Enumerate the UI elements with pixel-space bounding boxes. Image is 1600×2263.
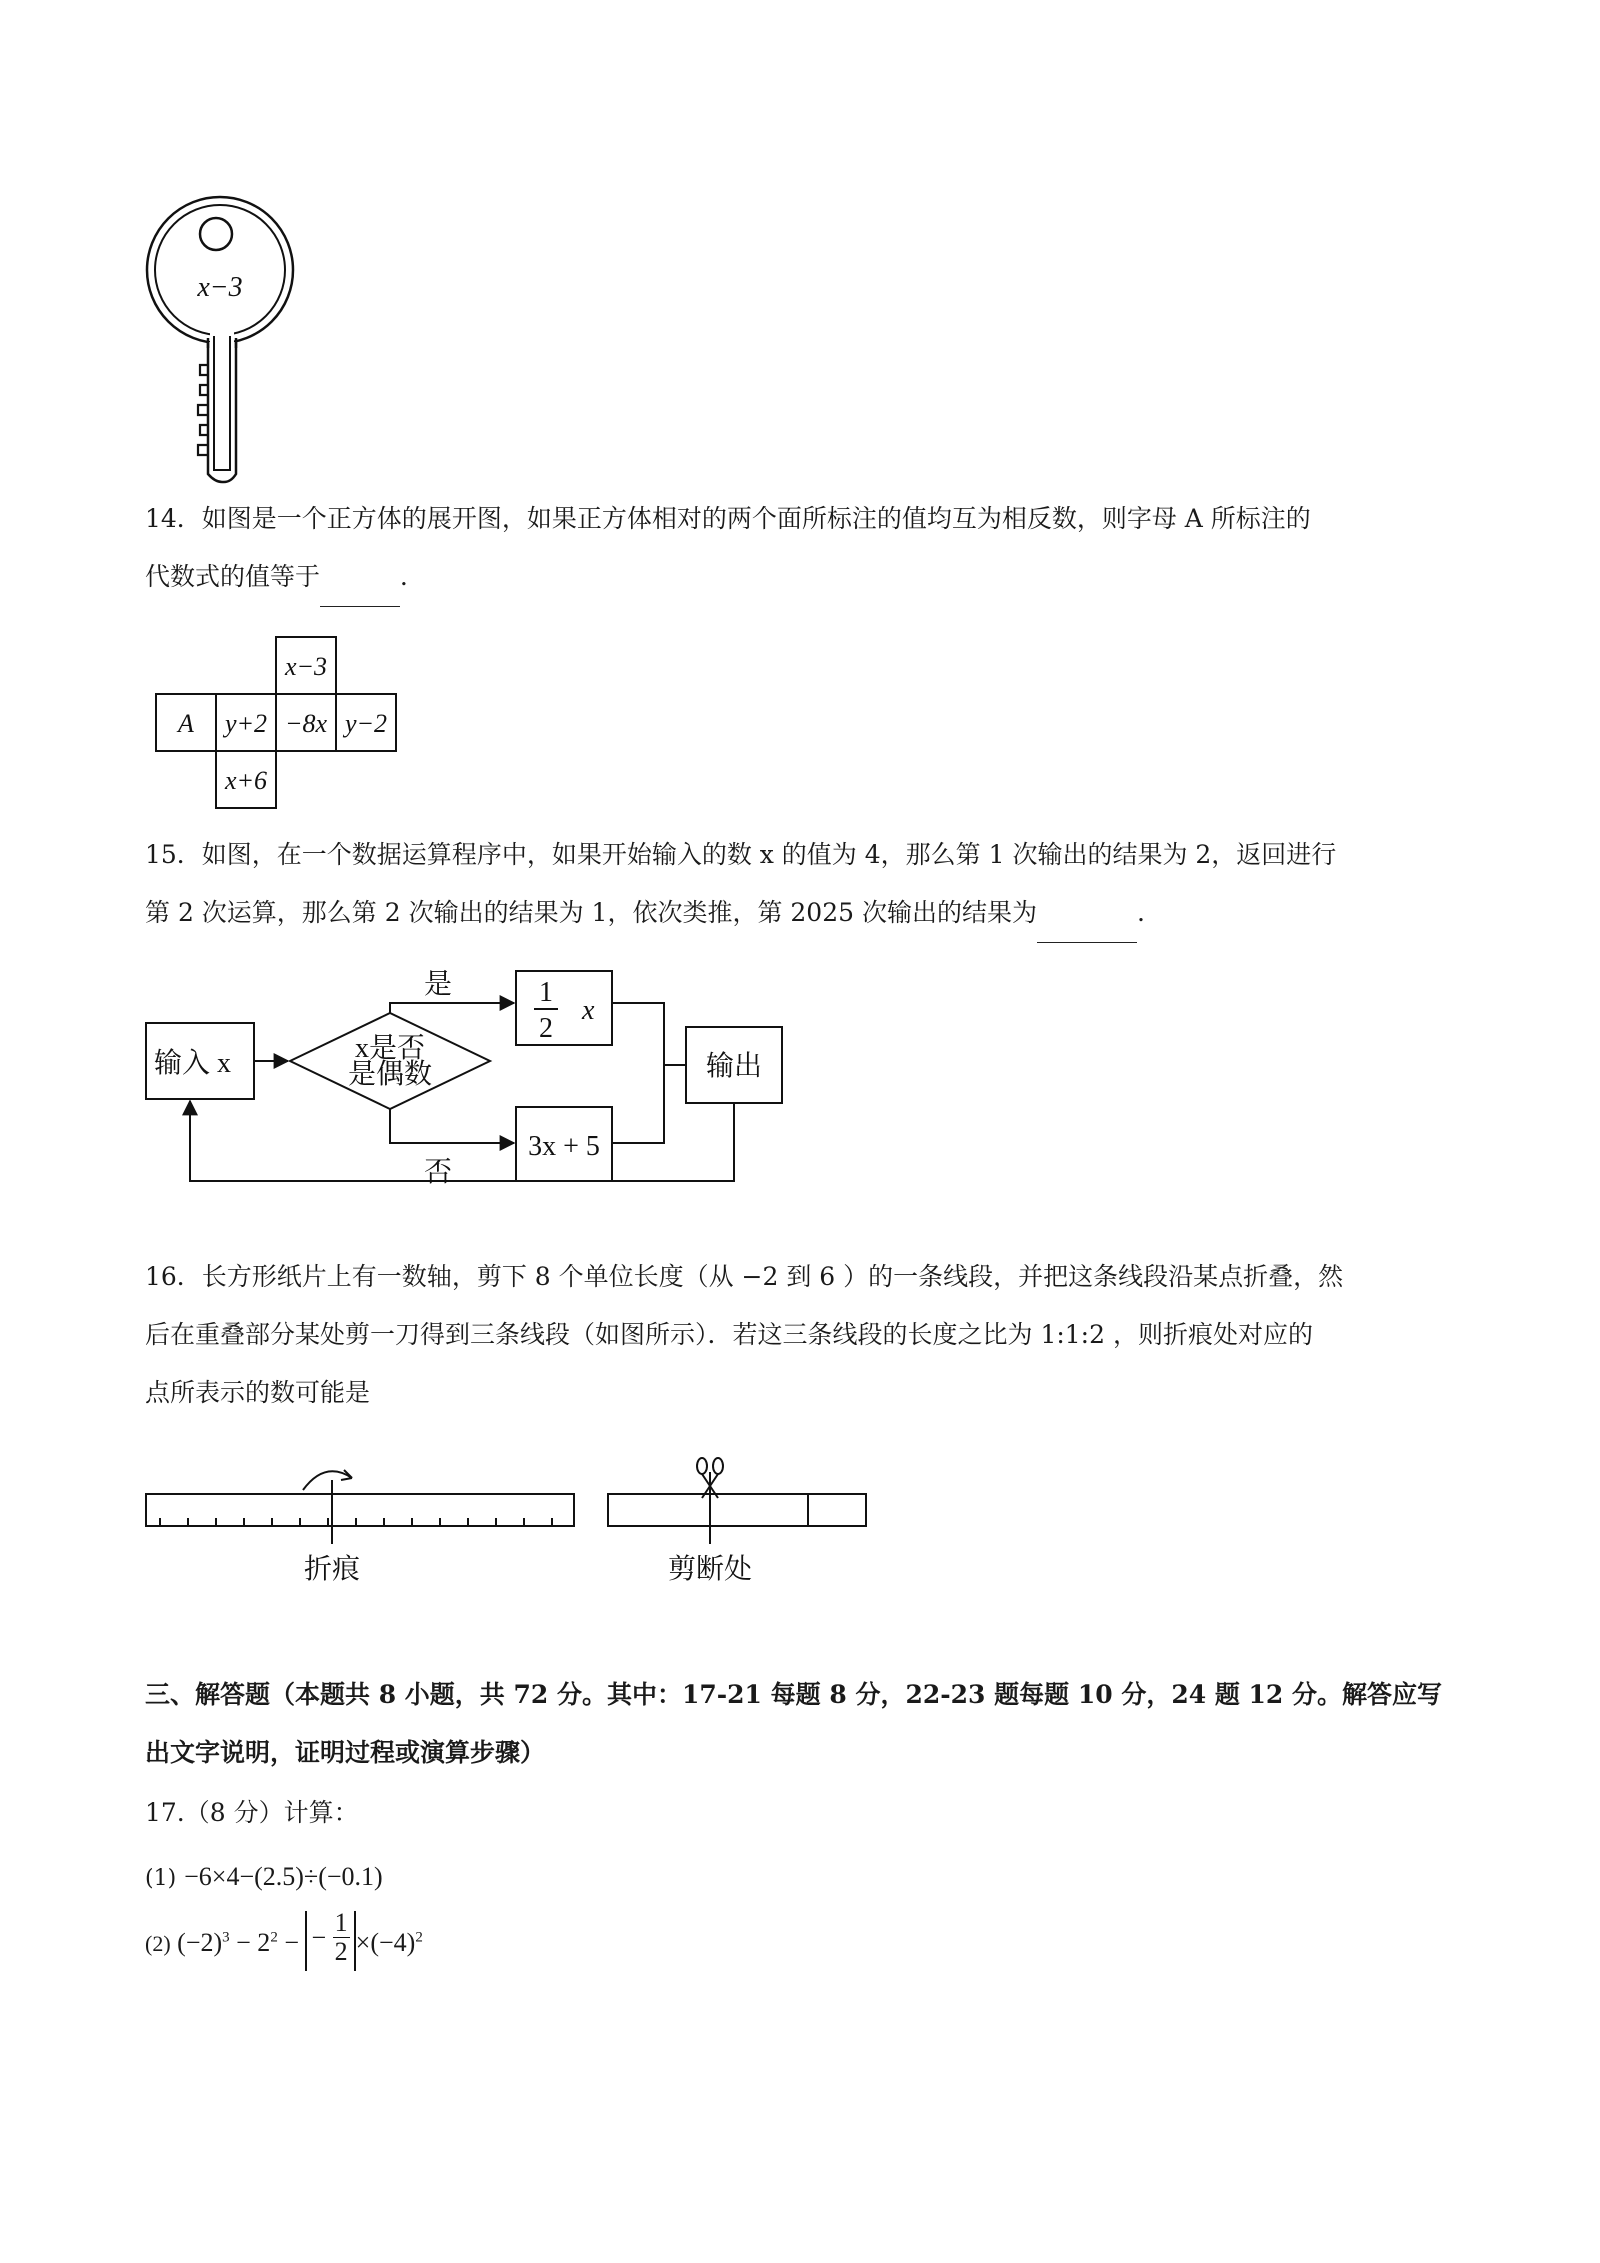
flow-yes-label: 是 bbox=[423, 969, 453, 1000]
cube-net bbox=[155, 636, 405, 816]
q15-answer-blank[interactable] bbox=[1037, 884, 1137, 943]
fold-label: 折痕 bbox=[303, 1554, 361, 1585]
q17-p2-d-exp: 2 bbox=[415, 1929, 423, 1946]
q17-part2 bbox=[145, 1908, 423, 1995]
q17-p2-b-exp: 2 bbox=[270, 1929, 278, 1946]
q14-answer-blank[interactable] bbox=[320, 548, 400, 607]
flow-half-var: x bbox=[582, 995, 595, 1026]
q17-title: 17.（8 分）计算： bbox=[145, 1798, 359, 1827]
q15-line1: 15．如图，在一个数据运算程序中，如果开始输入的数 x 的值为 4，那么第 1 次输出的结果为 2，返回进行 bbox=[145, 840, 1337, 869]
key-label: x−3 bbox=[197, 272, 243, 303]
net-cell-right: y−2 bbox=[344, 709, 388, 738]
flow-cond-line1: x是否 bbox=[354, 1033, 426, 1064]
q17-p2-frac bbox=[333, 1909, 350, 1966]
fold-cut-figure bbox=[140, 1440, 880, 1600]
flow-odd-op: 3x + 5 bbox=[528, 1131, 600, 1162]
q17-p2-b: − 2 bbox=[229, 1927, 271, 1957]
q14-line2-text: 代数式的值等于 bbox=[145, 562, 321, 591]
q17-p2-frac-den: 2 bbox=[334, 1937, 348, 1966]
q17-p2-c: − bbox=[277, 1927, 306, 1957]
q17-p2-abs bbox=[305, 1908, 355, 1971]
key-figure bbox=[140, 190, 310, 490]
q16-line2: 后在重叠部分某处剪一刀得到三条线段（如图所示）．若这三条线段的长度之比为 1:1:2 ，则折痕处对应的 bbox=[145, 1320, 1313, 1349]
section3-line2: 出文字说明，证明过程或演算步骤） bbox=[145, 1738, 546, 1767]
q15-line2-text: 第 2 次运算，那么第 2 次输出的结果为 1，依次类推，第 2025 次输出的结果为 bbox=[145, 898, 1037, 927]
flow-input: 输入 x bbox=[154, 1048, 232, 1079]
flow-half-den: 2 bbox=[539, 1013, 553, 1044]
q16-line1: 16．长方形纸片上有一数轴，剪下 8 个单位长度（从 −2 到 6 ）的一条线段，并把这条线段沿某点折叠，然 bbox=[145, 1262, 1344, 1291]
q15-line2 bbox=[145, 884, 1475, 943]
q17-p1-label: (1) bbox=[145, 1866, 177, 1891]
net-cell-top: x−3 bbox=[284, 652, 328, 681]
q17-part1 bbox=[145, 1848, 1475, 1908]
q17-p2-frac-num: 1 bbox=[334, 1908, 348, 1937]
q17-p2-a-exp: 3 bbox=[222, 1929, 230, 1946]
cut-label: 剪断处 bbox=[667, 1554, 753, 1585]
q16-line3: 点所表示的数可能是 bbox=[145, 1378, 371, 1407]
q17-p1-expr: −6×4−(2.5)÷(−0.1) bbox=[184, 1862, 383, 1891]
q14-line2 bbox=[145, 548, 1475, 607]
net-cell-a: A bbox=[178, 709, 194, 738]
q15-tail: . bbox=[1136, 898, 1145, 927]
q14-tail: ． bbox=[400, 562, 426, 591]
flow-cond-line2: 是偶数 bbox=[347, 1059, 433, 1090]
section3-line1: 三、解答题（本题共 8 小题，共 72 分。其中：17-21 每题 8 分，22-23 题每题 10 分，24 题 12 分。解答应写 bbox=[145, 1680, 1443, 1709]
net-cell-bottom: x+6 bbox=[224, 766, 268, 795]
q17-p2-a: (−2) bbox=[177, 1927, 223, 1957]
net-cell-left-mid: y+2 bbox=[224, 709, 268, 738]
q17-p2-label: (2) bbox=[145, 1930, 171, 1956]
flow-output: 输出 bbox=[705, 1051, 763, 1082]
flow-no-label: 否 bbox=[423, 1157, 453, 1188]
flowchart bbox=[140, 955, 810, 1195]
q17-p2-frac-sign: − bbox=[311, 1922, 327, 1952]
net-cell-center: −8x bbox=[284, 709, 328, 738]
q17-p2-d: ×(−4) bbox=[355, 1927, 416, 1957]
q14-line1: 14．如图是一个正方体的展开图，如果正方体相对的两个面所标注的值均互为相反数，则字母 A 所标注的 bbox=[145, 504, 1311, 533]
flow-half-num: 1 bbox=[539, 977, 553, 1008]
